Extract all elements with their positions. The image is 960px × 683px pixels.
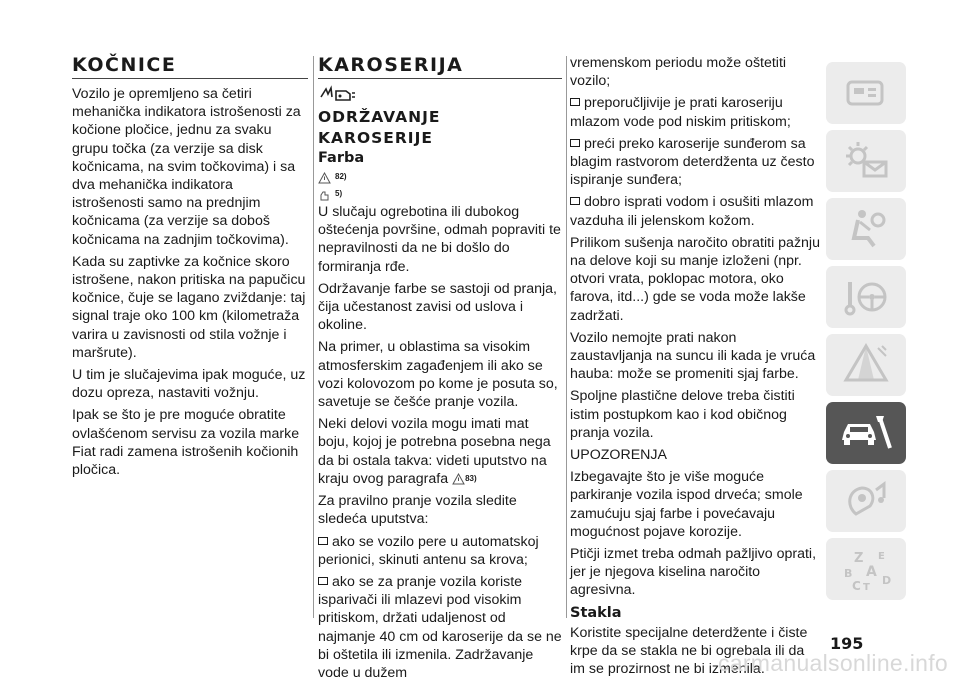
tab-emergency[interactable]: [826, 334, 906, 396]
engine-off-icon: [318, 85, 562, 103]
paragraph: vremenskom periodu može oštetiti vozilo;: [570, 55, 787, 90]
paragraph: Ptičji izmet treba odmah pažljivo oprati, jer je njegova kiselina naročito agresivna.: [570, 546, 817, 599]
paragraph: Za pravilno pranje vozila sledite sledeća uputstva:: [318, 493, 517, 528]
bullet-square-icon: [318, 577, 328, 585]
paragraph: Koristite specijalne deterdžente i čiste krpe da se stakla ne bi ogrebala ili da im se prozirnost ne bi izmenila.: [570, 624, 808, 678]
paragraph: Prilikom sušenja naročito obratiti pažnju na delove koji su manje izloženi (npr. otvori vrata, poklopac motora, oko farova, itd...) gde se voda može lakše zadržati.: [570, 234, 820, 324]
paragraph: Kada su zaptivke za kočnice skoro istrošene, nakon pritiska na papučicu kočnice, čuje se lagano zviždanje: taj signal traje oko 100 km (kilometraža varira u zavisnosti od stila vožnje i maršrute).: [72, 253, 306, 361]
bullet-item: ako se vozilo pere u automatskoj perionici, skinuti antenu sa krova;: [318, 533, 539, 568]
column-brakes: [72, 54, 308, 483]
paragraph: Na primer, u oblastima sa visokim atmosferskim zagađenjem ili ako se vozi kolovozom po kome je posuta so, savetuje se češće pranje vozila.: [318, 339, 558, 411]
sun-envelope-icon: [836, 136, 896, 186]
warning-triangle-icon: [318, 172, 331, 184]
bullet-square-icon: [570, 197, 580, 205]
chapter-heading-bodywork: KAROSERIJA: [318, 54, 562, 79]
hand-notice-icon: [318, 189, 331, 201]
paragraph: U slučaju ogrebotina ili dubokog oštećenja površine, odmah popraviti te nepravilnosti da ne bi došlo do formiranja rđe.: [318, 204, 561, 275]
tab-servicing-care[interactable]: [826, 402, 906, 464]
warning-reference: 83): [452, 470, 477, 488]
paragraph: Vozilo je opremljeno sa četiri mehanička indikatora istrošenosti za kočione pločice, jednu za svaku grupu točka (za verzije sa disk kočnicama, na svim točkovima) i sa dva mehanička indikatora istrošenosti samo na prednjim kočnicama (za verzije sa doboš kočnicama na zadnjim točkovima).: [72, 86, 301, 248]
index-letter: T: [863, 582, 870, 593]
tab-starting-driving[interactable]: [826, 266, 906, 328]
page-number: 195: [830, 634, 864, 653]
warning-reference: [318, 186, 562, 203]
paragraph: Održavanje farbe se sastoji od pranja, čija učestanost zavisi od uslova i okoline.: [318, 280, 557, 334]
bullet-item: ako se za pranje vozila koriste isparivači ili mlazevi pod visokim pritiskom, držati udaljenost od najmanje 40 cm od karoserije da se ne bi oštetila ili izmenila. Zadržavanje vode u dužem: [318, 574, 562, 682]
section-title: ODRŽAVANJE: [318, 108, 441, 126]
warning-number: 5): [335, 189, 343, 199]
warning-reference: [318, 169, 562, 186]
warning-triangle-icon: [836, 340, 896, 390]
tab-safety[interactable]: [826, 198, 906, 260]
paragraph: Ipak se što je pre moguće obratite ovlašćenom servisu za vozila marke Fiat radi zamena istrošenih kočionih pločica.: [72, 407, 300, 479]
column-bodywork-continued: [570, 54, 820, 682]
section-title: KAROSERIJE: [318, 129, 433, 147]
column-divider: [313, 56, 314, 618]
bullet-item: dobro isprati vodom i osušiti mlazom vazduha ili jelenskom kožom.: [570, 194, 814, 229]
tab-lights-messages[interactable]: [826, 130, 906, 192]
paragraph: Vozilo nemojte prati nakon zaustavljanja na suncu ili kada je vruća hauba: može se promeniti sjaj farbe.: [570, 329, 816, 383]
index-letter: B: [844, 567, 853, 580]
warning-number: 82): [335, 172, 347, 182]
bullet-item: preporučljivije je prati karoseriju mlazom vode pod niskim pritiskom;: [570, 95, 791, 130]
car-dashboard-icon: [836, 68, 896, 118]
media-navigation-icon: [836, 476, 896, 526]
warning-triangle-icon: [452, 473, 465, 485]
bullet-square-icon: [318, 537, 328, 545]
tab-multimedia[interactable]: [826, 470, 906, 532]
column-bodywork: [318, 54, 562, 683]
tab-dashboard[interactable]: [826, 62, 906, 124]
column-divider: [566, 56, 567, 618]
seat-airbag-icon: [836, 204, 896, 254]
alphabet-index-icon: [836, 544, 896, 594]
bullet-square-icon: [570, 98, 580, 106]
index-letter: C: [852, 579, 861, 593]
paragraph: U tim je slučajevima ipak moguće, uz dozu opreza, nastaviti vožnju.: [72, 367, 306, 402]
index-letter: A: [866, 564, 877, 580]
tab-index[interactable]: [826, 538, 906, 600]
index-letter: E: [878, 551, 885, 562]
paragraph-label-warnings: UPOZORENJA: [570, 447, 667, 464]
index-letter: D: [882, 574, 892, 587]
paragraph: Izbegavajte što je više moguće parkiranje vozila ispod drveća; smole zamućuju sjaj farbe i povećavaju mogućnost pojave korozije.: [570, 469, 803, 540]
key-steering-wheel-icon: [836, 272, 896, 322]
chapter-tabs: [826, 62, 906, 606]
subheading-glass: Stakla: [570, 604, 622, 621]
bullet-square-icon: [570, 139, 580, 147]
bullet-item: preći preko karoserije sunđerom sa blagim rastvorom deterdženta uz često ispiranje sunđera;: [570, 135, 815, 189]
car-wrench-icon: [836, 408, 896, 458]
chapter-heading-brakes: KOČNICE: [72, 54, 308, 79]
subheading-paint: Farba: [318, 150, 365, 166]
watermark: carmanualsonline.info: [717, 650, 948, 676]
index-letter: Z: [854, 551, 864, 566]
paragraph: Neki delovi vozila mogu imati mat boju, kojoj je potrebna posebna nega da bi ostala takva: videti uputstvo na kraju ovog paragrafa 83): [318, 416, 551, 487]
paragraph: Spoljne plastične delove treba čistiti istim postupkom kao i kod običnog pranja vozila.: [570, 388, 795, 441]
